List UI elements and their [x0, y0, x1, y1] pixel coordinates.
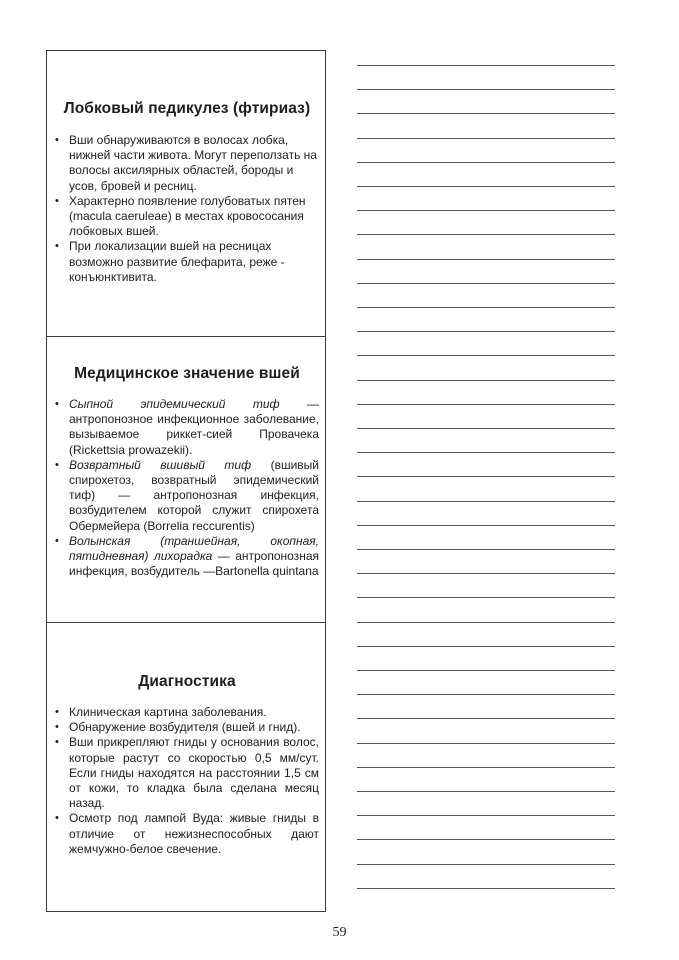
note-line: [357, 597, 615, 598]
bullet-list: [55, 705, 319, 857]
bullet-list: [55, 133, 319, 285]
note-line: [357, 307, 615, 308]
bullet-list: [55, 397, 319, 579]
content-panel: [46, 50, 326, 912]
note-line: [357, 404, 615, 405]
section-medical-significance: [47, 336, 325, 622]
note-line: [357, 791, 615, 792]
note-line: [357, 113, 615, 114]
note-line: [357, 476, 615, 477]
section-title: Лобковый педикулез (фтириаз): [63, 100, 311, 117]
note-line: [357, 138, 615, 139]
note-line: [357, 888, 615, 889]
note-line: [357, 549, 615, 550]
section-title: Диагностика: [138, 673, 236, 690]
note-line: [357, 767, 615, 768]
section-pubic-pediculosis: [47, 51, 325, 336]
list-item: • Обнаружение возбудителя (вшей и гнид).: [55, 720, 319, 735]
list-item: • Волынская (траншейная, окопная, пятидневная) лихорадка — антропонозная инфекция, возбудитель —Bartonella quintana: [55, 534, 319, 580]
note-line: [357, 355, 615, 356]
list-item: • Возвратный вшивый тиф (вшивый спирохетоз, возвратный эпидемический тиф) — антропонозная инфекция, возбудителем которой служит спирохета Обермейера (Borrelia reccurentis): [55, 458, 319, 534]
note-line: [357, 573, 615, 574]
disease-name: Возвратный вшивый тиф: [69, 457, 252, 472]
note-line: [357, 259, 615, 260]
note-line: [357, 162, 615, 163]
list-item: • Вши прикрепляют гниды у основания волос, которые растут со скоростью 0,5 мм/сут. Если гниды находятся на расстоянии 1,5 см от кожи, то кладка была сделана месяц назад.: [55, 735, 319, 811]
note-line: [357, 283, 615, 284]
note-line: [357, 718, 615, 719]
note-line: [357, 65, 615, 66]
note-line: [357, 501, 615, 502]
note-line: [357, 428, 615, 429]
section-diagnostics: [47, 622, 325, 911]
list-item: • Сыпной эпидемический тиф — антропонозное инфекционное заболевание, вызываемое риккет-сией Провачека (Rickettsia prowazekii).: [55, 397, 319, 458]
note-line: [357, 525, 615, 526]
note-line: [357, 234, 615, 235]
disease-name: Волынская (траншейная, окопная, пятидневная) лихорадка: [69, 533, 319, 564]
section-title: Медицинское значение вшей: [74, 365, 300, 382]
note-line: [357, 452, 615, 453]
note-line: [357, 622, 615, 623]
note-line: [357, 646, 615, 647]
note-line: [357, 380, 615, 381]
note-line: [357, 186, 615, 187]
note-line: [357, 670, 615, 671]
list-item: • Осмотр под лампой Вуда: живые гниды в отличие от нежизнеспособных дают жемчужно-белое свечение.: [55, 811, 319, 857]
list-item: • При локализации вшей на ресницах возможно развитие блефарита, реже - конъюнктивита.: [55, 239, 319, 285]
note-line: [357, 839, 615, 840]
list-item: • Характерно появление голубоватых пятен (macula caeruleae) в местах кровососания лобковых вшей.: [55, 194, 319, 240]
note-line: [357, 331, 615, 332]
note-line: [357, 89, 615, 90]
note-line: [357, 864, 615, 865]
note-line: [357, 743, 615, 744]
list-item: • Вши обнаруживаются в волосах лобка, нижней части живота. Могут переползать на волосы аксилярных областей, бороды и усов, бровей и ресниц.: [55, 133, 319, 194]
page-number: 59: [332, 925, 347, 940]
note-line: [357, 210, 615, 211]
list-item: • Клиническая картина заболевания.: [55, 705, 319, 720]
note-lines: [357, 0, 615, 960]
note-line: [357, 694, 615, 695]
disease-name: Сыпной эпидемический тиф: [69, 397, 280, 411]
note-line: [357, 815, 615, 816]
